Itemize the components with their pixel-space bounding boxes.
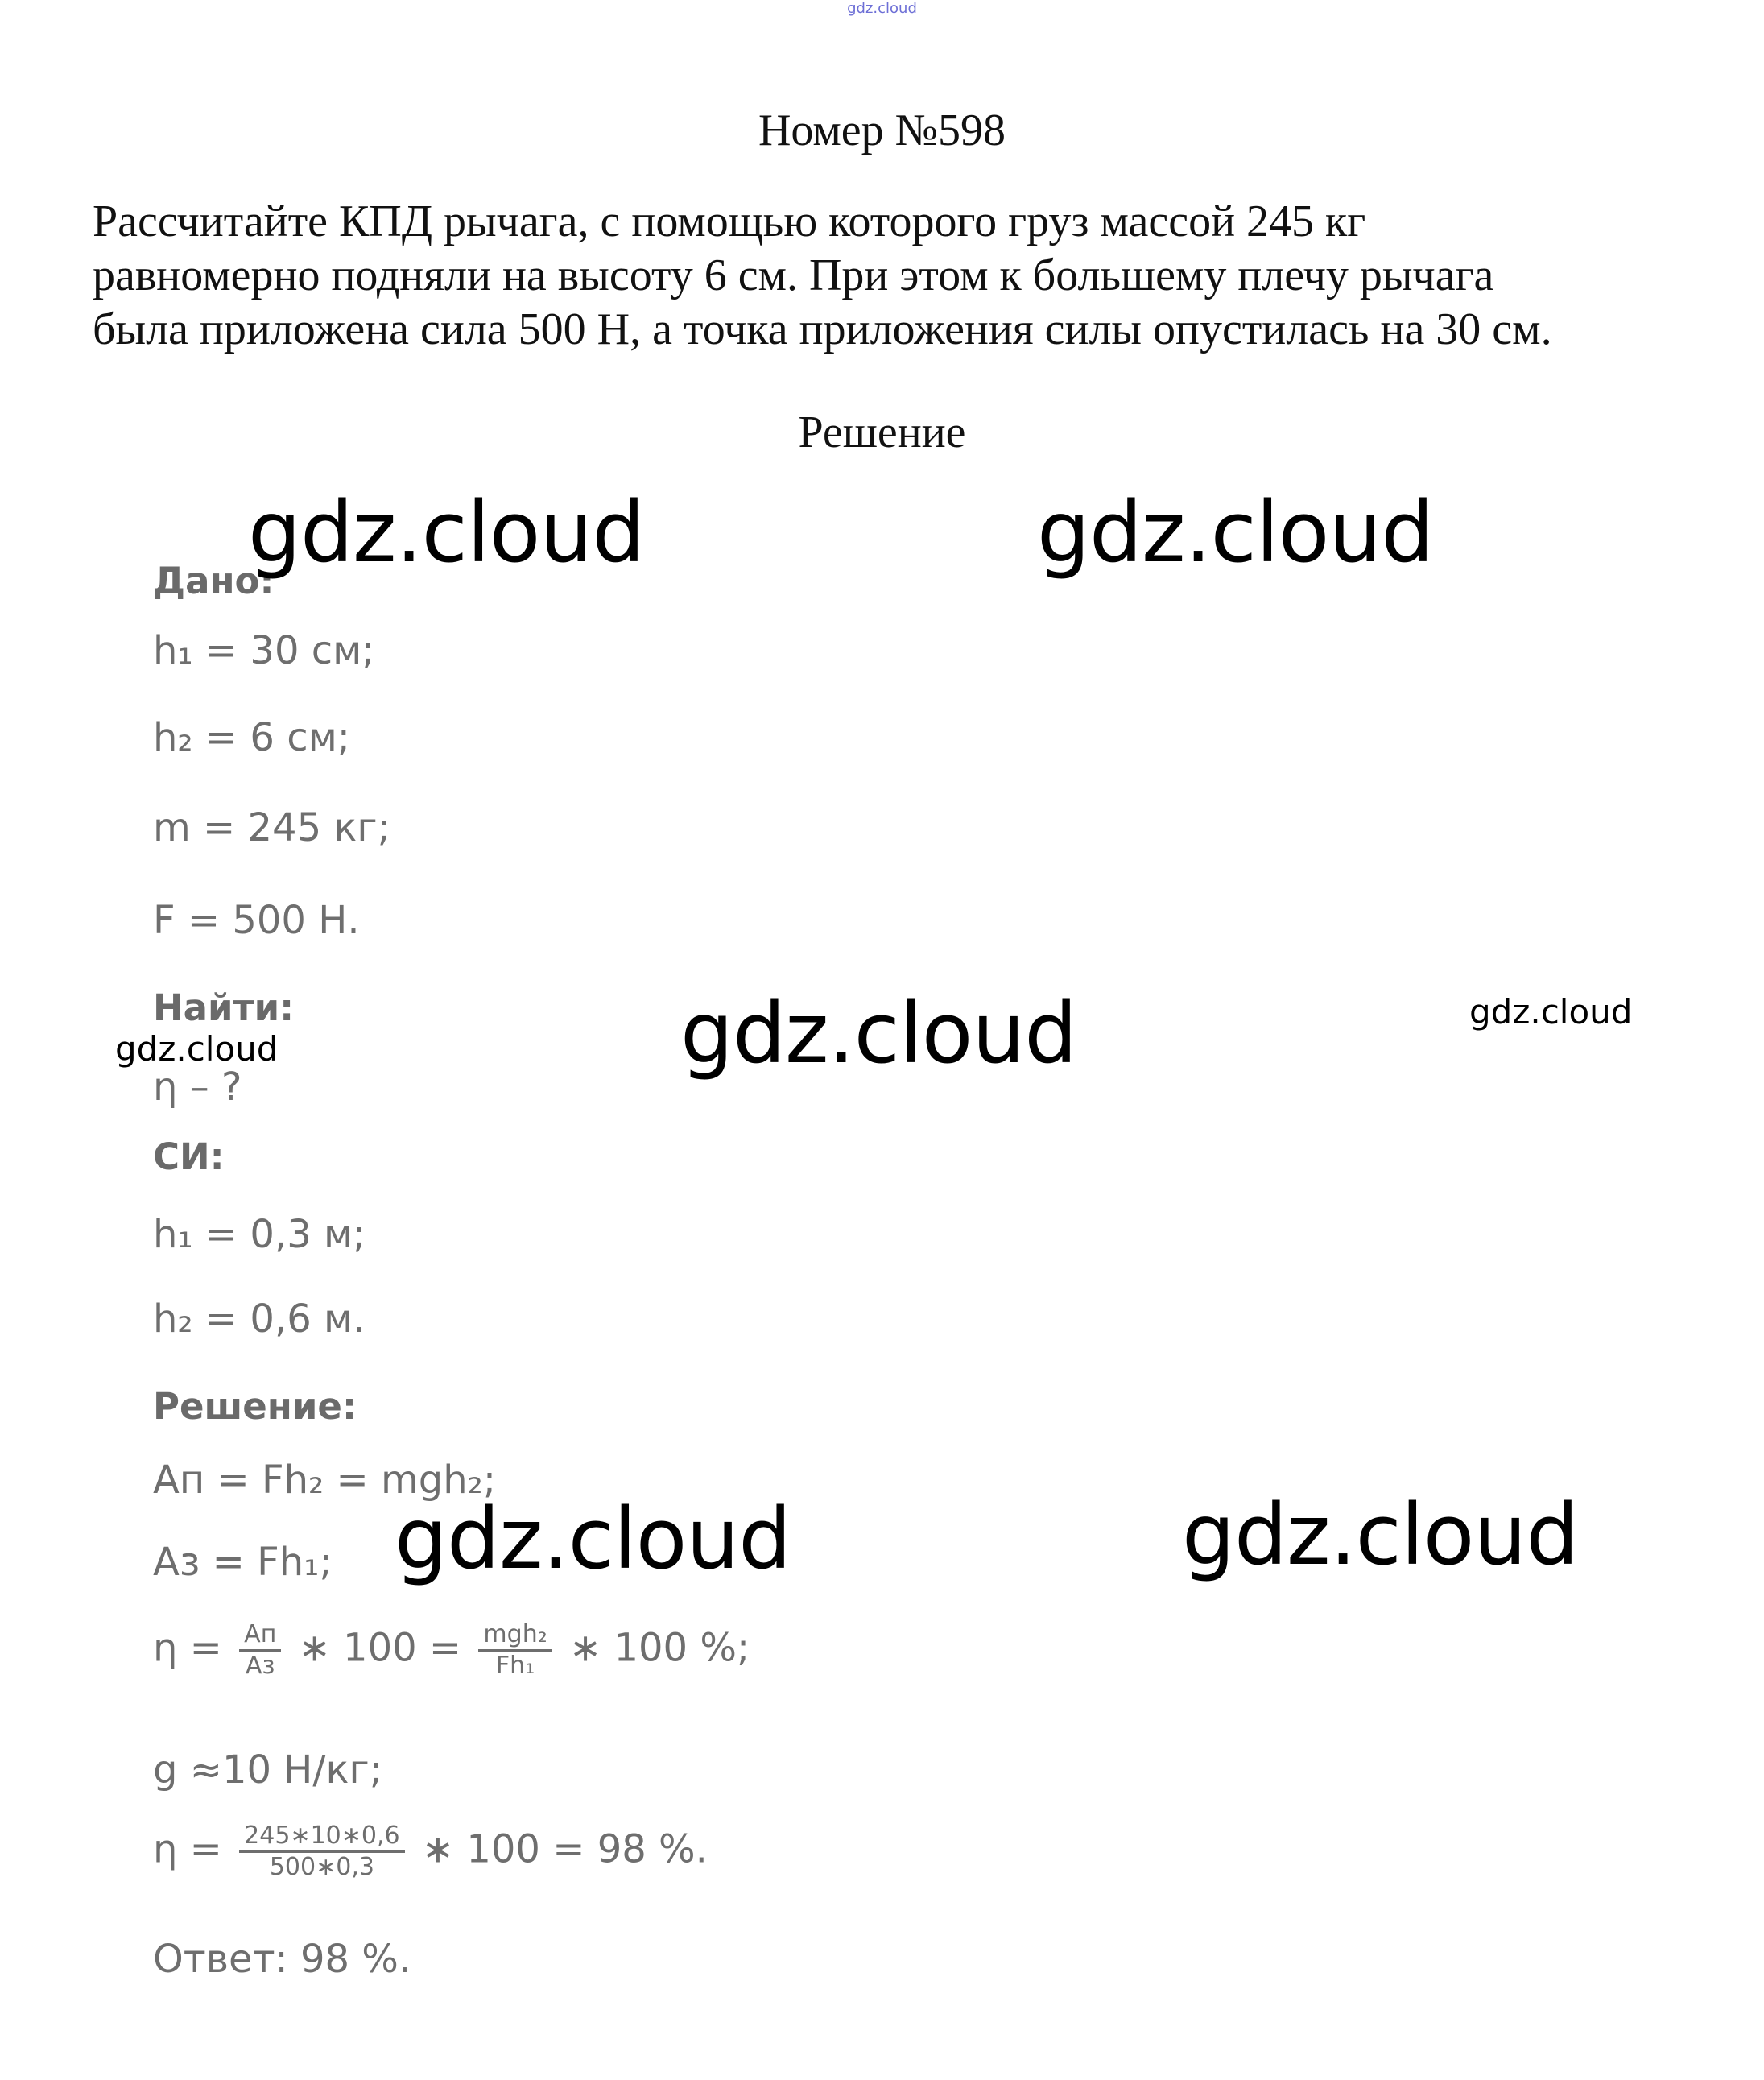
given-h2: h₂ = 6 см;: [153, 715, 350, 760]
watermark: gdz.cloud: [395, 1490, 791, 1588]
given-f: F = 500 Н.: [153, 898, 360, 943]
problem-statement: [93, 195, 1719, 357]
si-h1: h₁ = 0,3 м;: [153, 1212, 366, 1257]
eta-tail: ∗ 100 %;: [569, 1625, 750, 1671]
eta-middle: ∗ 100 =: [298, 1625, 462, 1671]
fraction-calc: [239, 1822, 404, 1882]
g-value: g ≈10 Н/кг;: [153, 1747, 382, 1793]
eta-calc-lhs: η =: [153, 1826, 222, 1872]
watermark: gdz.cloud: [1469, 992, 1633, 1032]
fraction-denominator: Aз: [246, 1652, 275, 1680]
fraction-denominator: 500∗0,3: [269, 1853, 374, 1881]
given-m: m = 245 кг;: [153, 805, 390, 850]
top-watermark: gdz.cloud: [847, 0, 917, 17]
answer: Ответ: 98 %.: [153, 1937, 411, 1982]
fraction-mgh: [478, 1620, 552, 1681]
fraction-numerator: Aп: [239, 1620, 281, 1652]
problem-line: равномерно подняли на высоту 6 см. При этом к большему плечу рычага: [93, 250, 1494, 300]
given-h1: h₁ = 30 см;: [153, 628, 375, 673]
watermark: gdz.cloud: [115, 1029, 279, 1069]
fraction-numerator: 245∗10∗0,6: [239, 1822, 404, 1853]
solution-label: Решение:: [153, 1385, 357, 1428]
solution-heading: Решение: [798, 407, 966, 457]
useful-work-formula: Aп = Fh₂ = mgh₂;: [153, 1458, 497, 1503]
find-eta: η – ?: [153, 1065, 242, 1110]
eta-lhs: η =: [153, 1625, 222, 1671]
fraction-work: [239, 1620, 281, 1681]
fraction-denominator: Fh₁: [495, 1652, 535, 1680]
fraction-numerator: mgh₂: [478, 1620, 552, 1652]
watermark: gdz.cloud: [1182, 1486, 1579, 1584]
efficiency-calculation: [153, 1822, 708, 1882]
total-work-formula: Aз = Fh₁;: [153, 1540, 333, 1585]
page-title: Номер №598: [758, 105, 1006, 155]
watermark: gdz.cloud: [680, 984, 1077, 1082]
problem-line: была приложена сила 500 Н, а точка приложения силы опустилась на 30 см.: [93, 304, 1552, 354]
eta-calc-tail: ∗ 100 = 98 %.: [421, 1826, 708, 1872]
problem-line: Рассчитайте КПД рычага, с помощью которого груз массой 245 кг: [93, 196, 1366, 246]
watermark: gdz.cloud: [1037, 483, 1434, 581]
given-label: Дано:: [153, 560, 275, 602]
watermark: gdz.cloud: [248, 483, 645, 581]
find-label: Найти:: [153, 986, 295, 1029]
si-h2: h₂ = 0,6 м.: [153, 1296, 366, 1342]
efficiency-formula: [153, 1620, 750, 1681]
si-label: СИ:: [153, 1135, 225, 1178]
